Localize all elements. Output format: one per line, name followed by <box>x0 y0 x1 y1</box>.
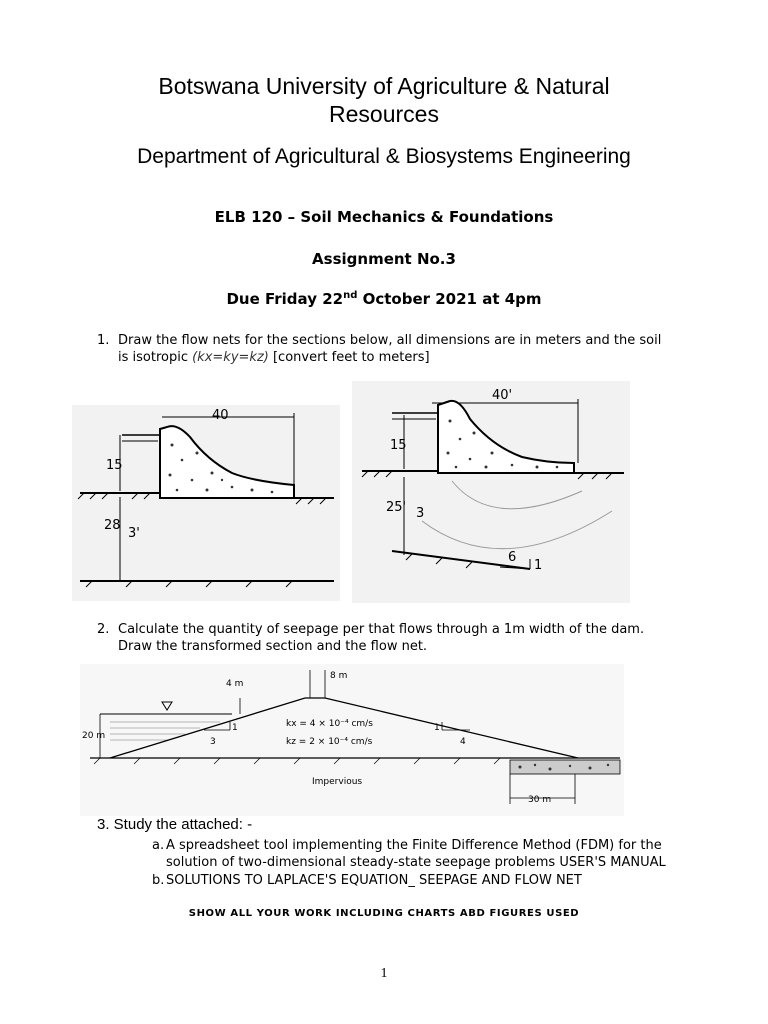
fig3-freeboard-label: 4 m <box>226 679 244 689</box>
page-number: 1 <box>380 966 388 981</box>
fig3-base-label: Impervious <box>312 777 363 787</box>
fig3-kx: kx = 4 × 10⁻⁴ cm/s <box>286 719 373 729</box>
university-title-line1: Botswana University of Agriculture & Natural <box>158 73 610 99</box>
fig1-head-label: 15 <box>106 458 123 473</box>
fig2-width-label: 40' <box>492 388 513 403</box>
department-title: Department of Agricultural & Biosystems Engineering <box>137 145 631 168</box>
q3-a-label: a. <box>152 838 165 853</box>
due-sup: nd <box>343 290 358 301</box>
q3-a-line2: solution of two-dimensional steady-state seepage problems USER'S MANUAL <box>166 855 666 870</box>
q1-text <box>118 332 718 366</box>
q1-line2-b: [convert feet to meters] <box>268 350 430 365</box>
q1-number: 1. <box>97 333 110 348</box>
fig3-slope-up-v: 1 <box>232 723 238 733</box>
q1-line2-a: is isotropic <box>118 350 193 365</box>
q1-formula: (kx=ky=kz) <box>192 350 269 365</box>
course-title: ELB 120 – Soil Mechanics & Foundations <box>214 208 554 226</box>
q3-b-text: SOLUTIONS TO LAPLACE'S EQUATION_ SEEPAGE AND FLOW NET <box>166 873 582 888</box>
figure-dam-section-1 <box>72 405 340 601</box>
university-title-line2: Resources <box>329 101 439 127</box>
fig3-height-label: 20 m <box>82 731 106 741</box>
fig1-width-label: 40 <box>212 408 229 423</box>
q1-line1: Draw the flow nets for the sections below, all dimensions are in meters and the soil <box>118 333 662 348</box>
due-suffix: October 2021 at 4pm <box>357 290 542 308</box>
fig3-slope-up-h: 3 <box>210 737 216 747</box>
assignment-title: Assignment No.3 <box>312 250 456 268</box>
fig3-slope-dn-h: 4 <box>460 737 466 747</box>
q1-line2 <box>118 349 718 366</box>
q3-heading: 3. Study the attached: - <box>97 816 253 833</box>
due-prefix: Due Friday 22 <box>226 290 344 308</box>
fig3-crest-label: 8 m <box>330 671 348 681</box>
q2-line1: Calculate the quantity of seepage per that flows through a 1m width of the dam. <box>118 622 645 637</box>
q3-a-line1: A spreadsheet tool implementing the Finite Difference Method (FDM) for the <box>166 838 662 853</box>
figure-embankment <box>80 664 624 816</box>
fig2-depth-label: 25' <box>386 500 407 515</box>
footer-note: SHOW ALL YOUR WORK INCLUDING CHARTS ABD FIGURES USED <box>188 908 580 919</box>
figure-dam-section-2 <box>352 381 630 603</box>
fig2-slope-h: 6 <box>508 550 517 565</box>
fig2-head-label: 15 <box>390 438 407 453</box>
due-date <box>0 290 768 308</box>
q2-number: 2. <box>97 622 110 637</box>
q3-a-text <box>166 837 706 871</box>
fig2-slope-v: 1 <box>534 558 543 573</box>
q2-line2: Draw the transformed section and the flow net. <box>118 639 428 654</box>
fig1-depth-label: 28 <box>104 518 121 533</box>
q2-text <box>118 621 718 655</box>
fig1-cutoff-label: 3' <box>128 526 140 541</box>
fig3-slope-dn-v: 1 <box>434 723 440 733</box>
fig3-kz: kz = 2 × 10⁻⁴ cm/s <box>286 737 373 747</box>
q3-b-label: b. <box>152 873 165 888</box>
fig2-cutoff-label: 3 <box>416 506 425 521</box>
fig3-drain-label: 30 m <box>528 795 552 805</box>
